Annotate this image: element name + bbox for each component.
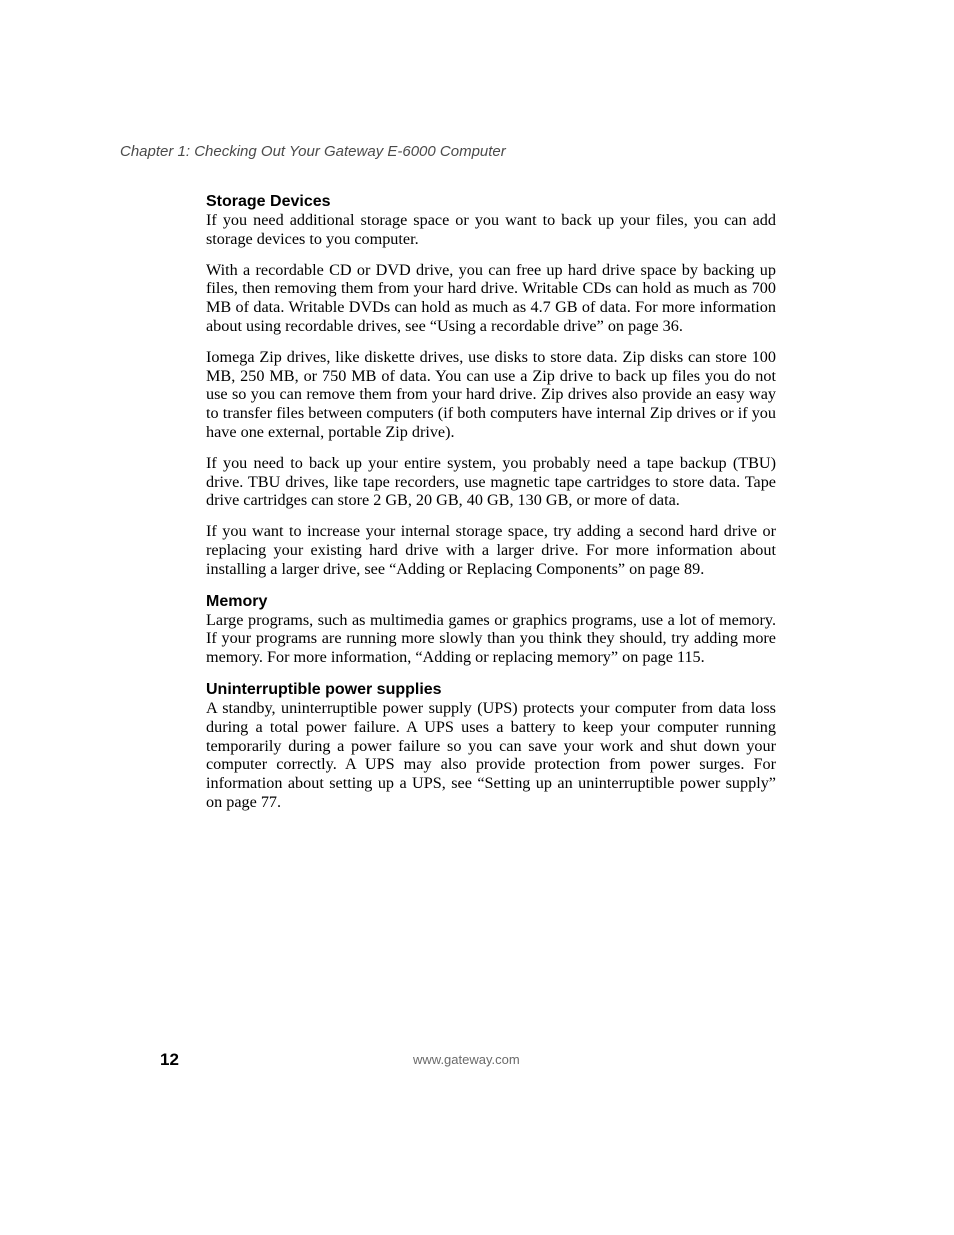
section-storage-devices (206, 192, 776, 579)
section-ups (206, 680, 776, 812)
footer-url: www.gateway.com (413, 1052, 520, 1067)
paragraph: If you need additional storage space or you want to back up your files, you can add storage devices to you computer. (206, 211, 776, 248)
paragraph: If you need to back up your entire system, you probably need a tape backup (TBU) drive. TBU drives, like tape recorders, use magnetic tape cartridges to store data. Tape drive cartridges can store 2 GB, 20 GB, 40 GB, 130 GB, or more of data. (206, 453, 776, 510)
section-heading: Memory (206, 592, 268, 610)
paragraph: Iomega Zip drives, like diskette drives, use disks to store data. Zip disks can store 100 MB, 250 MB, or 750 MB of data. You can use a Zip drive to back up files you do not use so you can remove them from your hard drive. Zip drives also provide an easy way to transfer files between computers (if both computers have internal Zip drives or if you have one external, portable Zip drive). (206, 347, 776, 441)
running-header: Chapter 1: Checking Out Your Gateway E-6000 Computer (120, 143, 506, 160)
paragraph: If you want to increase your internal storage space, try adding a second hard drive or replacing your existing hard drive with a larger drive. For more information about installing a larger drive, see “Adding or Replacing Components” on page 89. (206, 522, 776, 578)
section-memory (206, 592, 776, 667)
paragraph: With a recordable CD or DVD drive, you can free up hard drive space by backing up files, then removing them from your hard drive. Writable CDs can hold as much as 700 MB of data. Writable DVDs can hold as much as 4.7 GB of data. For more information about using recordable drives, see “Using a recordable drive” on page 36. (206, 260, 776, 335)
page-body (206, 192, 776, 812)
paragraph: Large programs, such as multimedia games or graphics programs, use a lot of memory. If your programs are running more slowly than you think they should, try adding more memory. For more information, “Adding or replacing memory” on page 115. (206, 610, 776, 667)
section-heading: Uninterruptible power supplies (206, 680, 442, 698)
paragraph: A standby, uninterruptible power supply (UPS) protects your computer from data loss during a total power failure. A UPS uses a battery to keep your computer running temporarily during a power failure so you can save your work and shut down your computer correctly. A UPS may also provide protection from power surges. For information about setting up a UPS, see “Setting up an uninterruptible power supply” on page 77. (206, 698, 776, 811)
page-number: 12 (160, 1050, 179, 1069)
section-heading: Storage Devices (206, 193, 331, 210)
